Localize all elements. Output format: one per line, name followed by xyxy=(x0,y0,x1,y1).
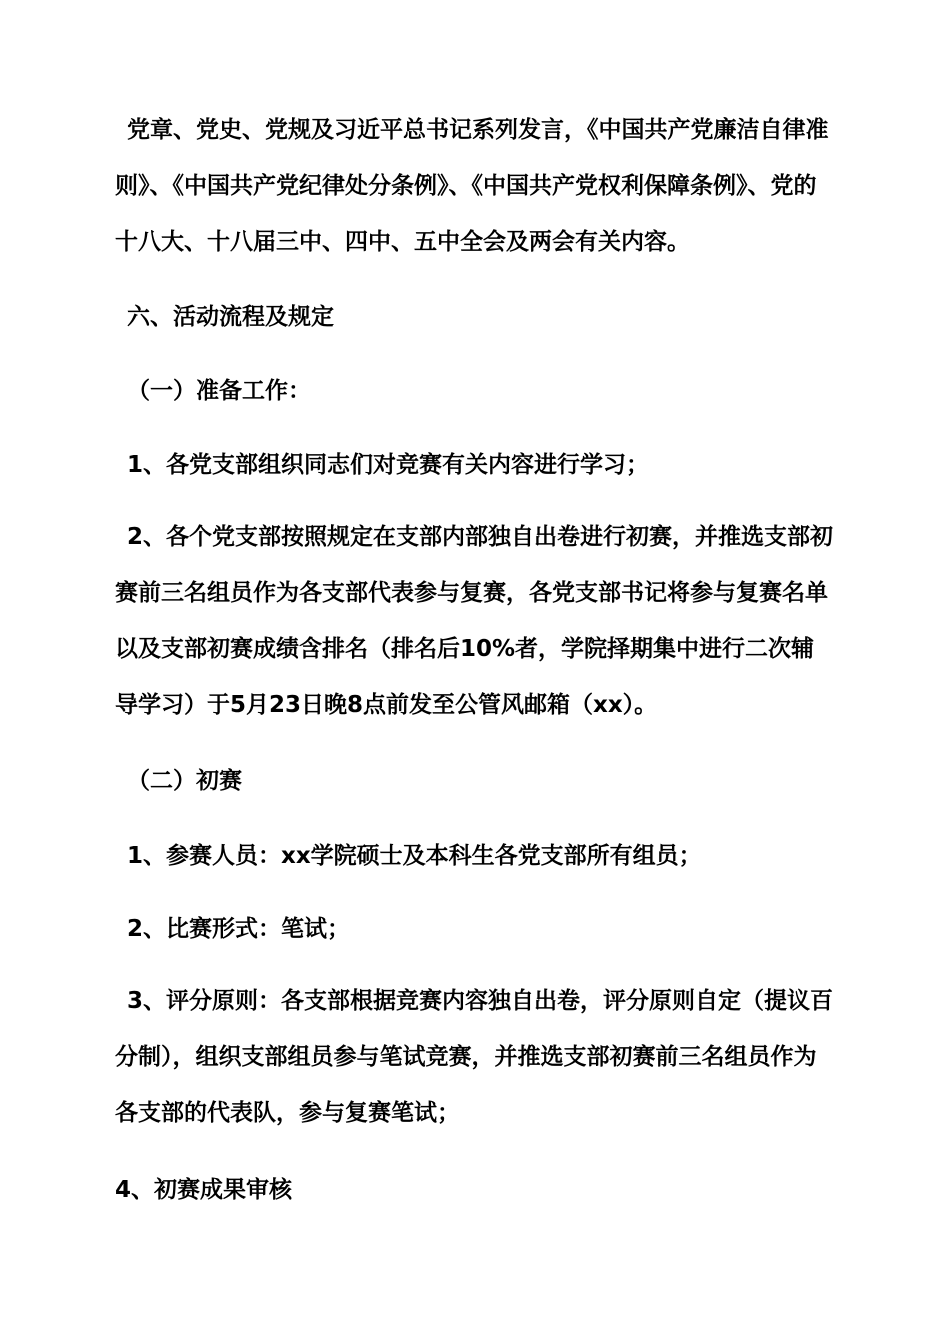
list-item-prep-2: 2、各个党支部按照规定在支部内部独自出卷进行初赛，并推选支部初赛前三名组员作为各支部代表参与复赛，各党支部书记将参与复赛名单以及支部初赛成绩含排名（排名后10%者，学院择期集中进行二次辅导学习）于5月23日晚8点前发至公管风邮箱（xx）。 xyxy=(115,524,834,718)
list-item-preliminary-4: 4、初赛成果审核 xyxy=(115,1177,293,1203)
list-item-preliminary-1: 1、参赛人员：xx学院硕士及本科生各党支部所有组员； xyxy=(127,843,702,869)
list-item-prep-1: 1、各党支部组织同志们对竞赛有关内容进行学习； xyxy=(127,452,650,478)
subsection-heading-preparation: （一）准备工作： xyxy=(127,378,311,404)
subsection-heading-preliminary: （二）初赛 xyxy=(127,768,242,794)
section-heading-activity-process: 六、活动流程及规定 xyxy=(127,304,334,330)
paragraph-study-content: 党章、党史、党规及习近平总书记系列发言，《中国共产党廉洁自律准则》、《中国共产党纪律处分条例》、《中国共产党权利保障条例》、党的十八大、十八届三中、四中、五中全会及两会有关内容。 xyxy=(115,117,829,255)
list-item-preliminary-2: 2、比赛形式：笔试； xyxy=(127,916,351,942)
list-item-preliminary-3: 3、评分原则：各支部根据竞赛内容独自出卷，评分原则自定（提议百分制），组织支部组员参与笔试竞赛，并推选支部初赛前三名组员作为各支部的代表队，参与复赛笔试； xyxy=(115,988,834,1126)
